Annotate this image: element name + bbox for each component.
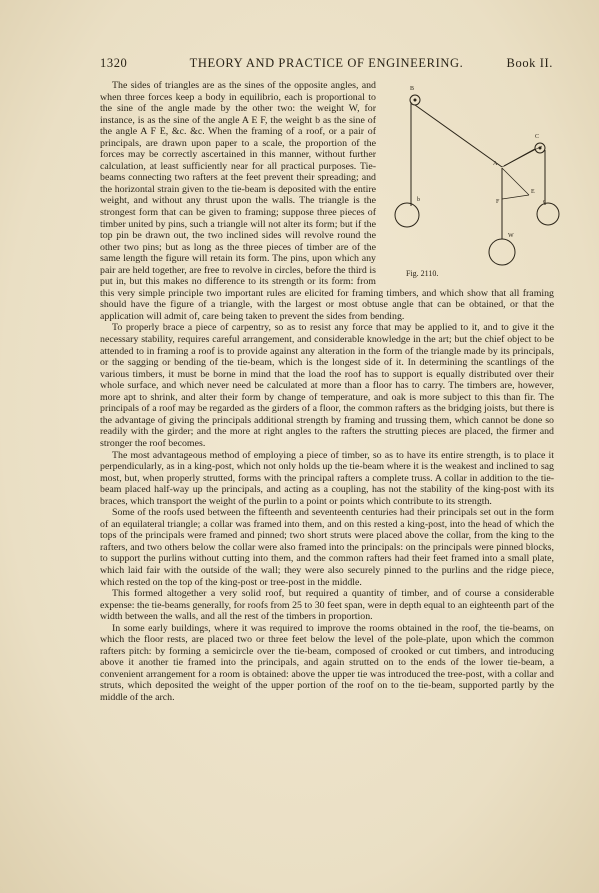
label-e: E (531, 189, 535, 195)
paragraph-4: Some of the roofs used between the fifteenth and seventeenth centuries had their principals set out in the form of an equilateral triangle; a collar was framed into them, and on this rested a king-post, into the head of which the tops of the principals were framed and pinned; two short struts were placed above the collar, from the king to the rafters, and two others below the collar were also framed into the principals: on the principals were pinned blocks, to support the purlins without cutting into them, and the common rafters had their feet framed into a small plate, which laid fair with the outside of the wall; they were also securely pinned to the purlins and the ridge piece, which rested on the top of the king-post or tree-post in the middle. (100, 507, 554, 588)
book-marker: Book II. (506, 56, 553, 70)
label-a: A (493, 161, 498, 167)
force-line-a-e (502, 168, 529, 195)
label-w: W (508, 233, 514, 239)
running-title: THEORY AND PRACTICE OF ENGINEERING. (189, 56, 464, 70)
label-c-upper: C (535, 134, 540, 140)
paragraph-2: To properly brace a piece of carpentry, so as to resist any force that may be applied to it, and to give it the necessary stability, requires careful arrangement, and considerable knowledge in the art; but the chief object to be attended to in framing a roof is to provide against any alteration in the form of the triangle made by its principals, or the sagging or bending of the tie-beam, which is the longest side of it. In determining the scantlings of the various timbers, it must be borne in mind that the load the roof has to support is equally distributed over their whole surface, and which never need be calculated at more than a floor has to carry. The timbers are, however, more apt to shrink, and alter their form by change of temperature, and oak is more subject to this than fir. The principals of a roof may be regarded as the girders of a floor, the common rafters as the bridging joists, but there is the advantage of giving the principals additional strength by framing and trussing them, which cannot be done so readily with the girder; and the more at right angles to the rafters the strutting pieces are placed, the firmer and stronger the roof becomes. (100, 322, 554, 449)
running-header (100, 56, 553, 72)
weight-b (395, 203, 419, 227)
paragraph-5: This formed altogether a very solid roof, but required a quantity of timber, and of course a considerable expense: the tie-beams generally, for roofs from 25 to 30 feet span, were in depth equal to an eighteenth part of the width between the walls, and all the rest of the timbers in proportion. (100, 588, 554, 623)
label-b-lower: b (417, 197, 420, 203)
page-number: 1320 (100, 56, 128, 70)
figure-caption: Fig. 2110. (406, 269, 439, 278)
pulley-force-diagram (382, 80, 560, 281)
cord-a-to-c-upper (502, 146, 542, 167)
body-text (100, 80, 554, 704)
weight-c (537, 203, 559, 225)
paragraph-1: The sides of triangles are as the sines of the opposite angles, and when three forces keep a body in equilibrio, each is proportional to the sine of the angle made by the other two: the weight W, for instance, is as the sine of the angle A E F, the weight b as the sine of the angle A F E, &c. &c. When the framing of a roof, or a pair of principals, are drawn upon paper to a scale, the proportion of the forces may be correctly ascertained in this manner, without further calculation, at least sufficiently near for all practical purposes. Tie-beams connecting two rafters at the feet prevent their spreading; and the horizontal strain given to the tie-beam is deposited with the entire weight, and without any thrust upon the walls. The triangle is the strongest form that can be given to framing; suppose three pieces of timber united by pins, such a triangle will not alter its form; but if the top pin be drawn out, the two inclined sides will revolve round the other two pins; but as long as the three pieces of timber are of the same length the figure will retain its form. The pins, upon which any pair are held together, are free to revolve in circles, before the third is put in, but this makes no difference to its strength or its form: from this very simple principle two important rules are elicited for framing timbers, and which show that all framing should have the figure of a triangle, with the largest or most obtuse angle that can be obtained, or that the application will admit of, care being taken to prevent the sides from bending. (100, 80, 554, 322)
weight-w (489, 239, 515, 265)
label-f: F (496, 199, 500, 205)
pulley-b-center (414, 99, 416, 101)
force-line-e-f (502, 195, 529, 199)
figure-2110 (382, 80, 560, 281)
label-b-upper: B (410, 86, 415, 92)
cord-b-to-a (415, 105, 502, 167)
paragraph-6: In some early buildings, where it was required to improve the rooms obtained in the roof, the tie-beams, on which the floor rests, are placed two or three feet below the level of the pole-plate, upon which the common rafters pitch: by forming a semicircle over the tie-beam, composed of crooked or cut timbers, and introducing above it another tie framed into the principals, and again strutted on to the ends of the lower tie-beam, a convenient arrangement for a room is obtained: above the upper tie was introduced the tree-post, with a collar and struts, which deposited the weight of the upper portion of the roof on to the tie-beam, supported partly by the middle of the arch. (100, 622, 554, 703)
label-c-lower: c (543, 199, 546, 205)
paragraph-3: The most advantageous method of employing a piece of timber, so as to have its entire strength, is to place it perpendicularly, as in a king-post, which not only holds up the tie-beam where it is the weakest and inclined to sag most, but, when properly strutted, forms with the principal rafters a complete truss. A collar in addition to the tie-beam placed half-way up the principals, and acting as a coupling, has not the stability of the king-post with its braces, which transport the weight of the purlin to a point or points which contribute to its strength. (100, 449, 554, 507)
